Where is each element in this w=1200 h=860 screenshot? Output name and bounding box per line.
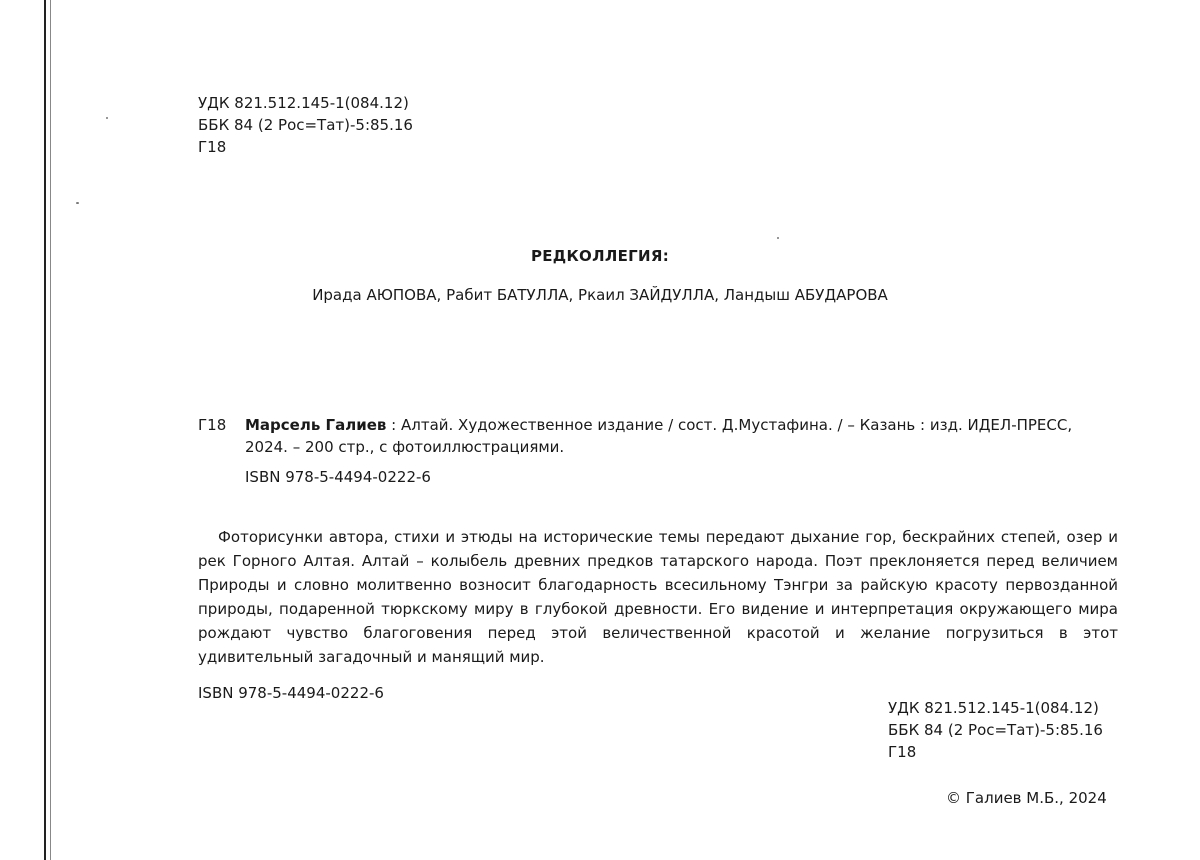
author-index: Г18 (198, 138, 227, 156)
classification-codes-bottom (888, 697, 1103, 763)
catalog-title-info: : Алтай. Художественное издание / сост. Д.Мустафина. / – Казань : изд. ИДЕЛ-ПРЕСС, (386, 416, 1073, 434)
isbn-bottom: ISBN 978-5-4494-0222-6 (198, 684, 384, 702)
udk-code: УДК 821.512.145-1(084.12) (198, 94, 409, 112)
page-gutter-line-thin (50, 0, 51, 860)
page-gutter-line (44, 0, 46, 860)
catalog-record-line-2: 2024. – 200 стр., с фотоиллюстрациями. (245, 438, 565, 456)
scan-speck (777, 237, 779, 239)
catalog-record (245, 414, 1072, 458)
catalog-author-index: Г18 (198, 416, 227, 434)
scan-speck (106, 117, 108, 119)
catalog-record-line-1 (245, 414, 1072, 436)
copyright-notice: © Галиев М.Б., 2024 (946, 789, 1107, 807)
bbk-code: ББК 84 (2 Рос=Тат)-5:85.16 (888, 721, 1103, 739)
catalog-isbn: ISBN 978-5-4494-0222-6 (245, 468, 431, 486)
author-index: Г18 (888, 743, 917, 761)
udk-code: УДК 821.512.145-1(084.12) (888, 699, 1099, 717)
editorial-board-heading: РЕДКОЛЛЕГИЯ: (530, 247, 670, 265)
classification-codes-top (198, 92, 413, 158)
scan-speck (76, 202, 79, 204)
bbk-code: ББК 84 (2 Рос=Тат)-5:85.16 (198, 116, 413, 134)
catalog-author-name: Марсель Галиев (245, 416, 387, 434)
editorial-board-members: Ирада АЮПОВА, Рабит БАТУЛЛА, Ркаил ЗАЙДУЛЛА, Ландыш АБУДАРОВА (312, 286, 888, 304)
book-annotation: Фоторисунки автора, стихи и этюды на исторические темы передают дыхание гор, бескрайних степей, озер и рек Горного Алтая. Алтай – колыбель древних предков татарского народа. Поэт преклоняется перед величием Природы и словно молитвенно возносит благодарность всесильному Тэнгри за райскую красоту первозданной природы, подаренной тюркскому миру в глубокой древности. Его видение и интерпретация окружающего мира рождают чувство благоговения перед этой величественной красотой и желание погрузиться в этот удивительный загадочный и манящий мир. (198, 528, 1118, 666)
